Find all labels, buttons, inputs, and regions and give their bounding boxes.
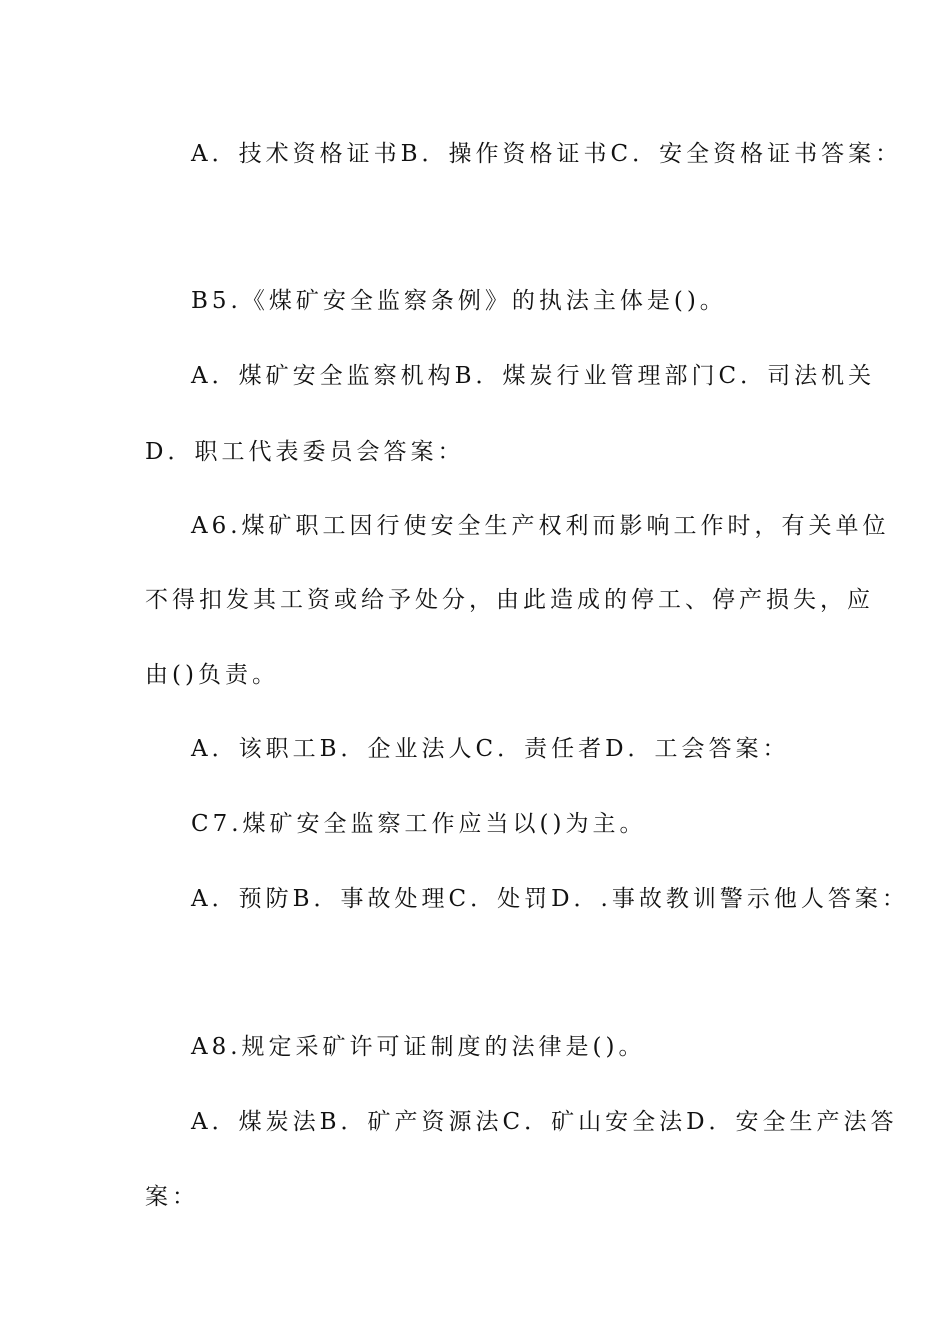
answer-options-line-2-cont: D．职工代表委员会答案： [145,439,465,465]
answer-options-line-3: A．该职工B．企业法人C．责任者D．工会答案： [191,736,790,762]
answer-options-line-1: A．技术资格证书B．操作资格证书C．安全资格证书答案： [191,141,903,167]
question-6-line-3: 由()负责。 [145,662,279,688]
question-6-line-2: 不得扣发其工资或给予处分，由此造成的停工、停产损失，应 [145,587,874,613]
question-6-line-1: A6.煤矿职工因行使安全生产权利而影响工作时，有关单位 [191,513,890,539]
answer-options-line-5: A．煤炭法B．矿产资源法C．矿山安全法D．安全生产法答 [191,1109,898,1135]
question-8-line: A8.规定采矿许可证制度的法律是()。 [191,1034,646,1060]
answer-options-line-5-cont: 案： [145,1184,199,1210]
question-7-line: C7.煤矿安全监察工作应当以()为主。 [191,811,647,837]
question-5-line: B5.《煤矿安全监察条例》的执法主体是()。 [191,288,727,314]
answer-options-line-4: A．预防B．事故处理C．处罚D．.事故教训警示他人答案： [191,886,909,912]
answer-options-line-2: A．煤矿安全监察机构B．煤炭行业管理部门C．司法机关 [191,363,876,389]
